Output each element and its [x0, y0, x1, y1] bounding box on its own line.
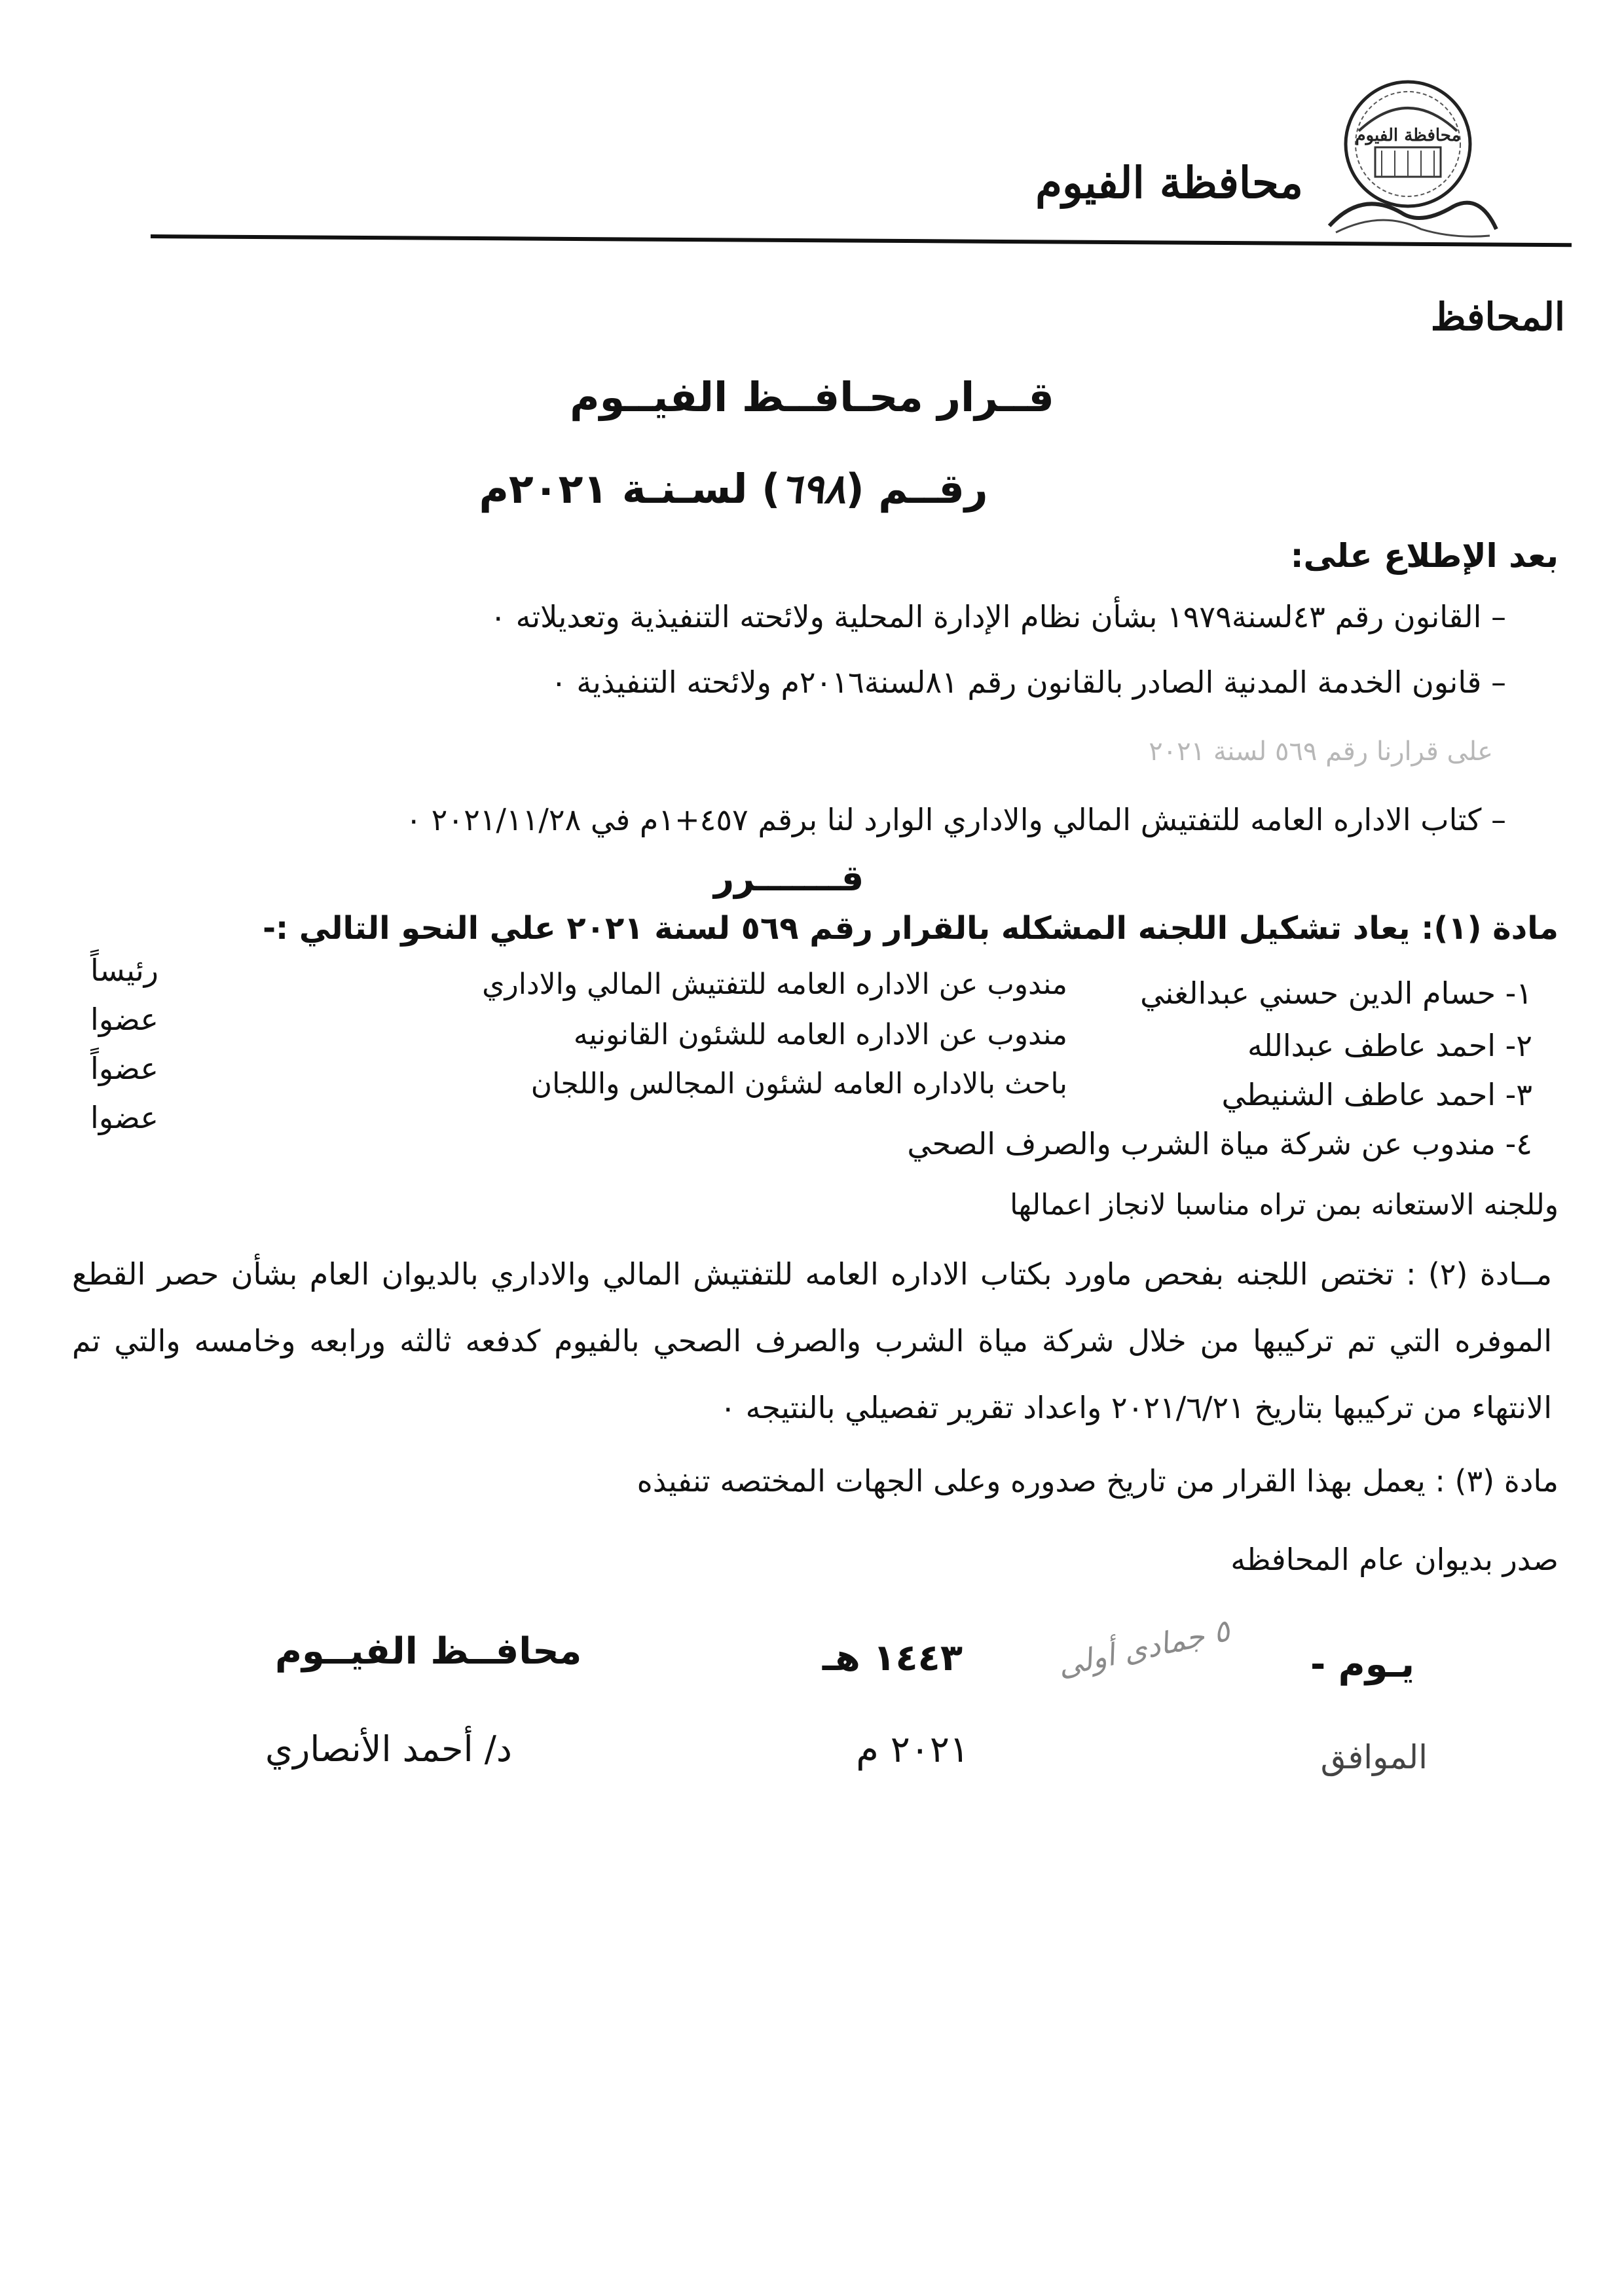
member-title: مندوب عن الاداره العامه للتفتيش المالي والاداري — [482, 968, 1067, 1001]
preamble-item: – القانون رقم ٤٣لسنة١٩٧٩ بشأن نظام الإدارة المحلية ولائحته التنفيذية وتعديلاته ٠ — [490, 599, 1506, 634]
committee-note: وللجنه الاستعانه بمن تراه مناسبا لانجاز اعمالها — [1010, 1188, 1559, 1222]
preamble-item: – كتاب الاداره العامه للتفتيش المالي والاداري الوارد لنا برقم ٤٥٧+١م في ٢٠٢١/١١/٢٨ ٠ — [405, 802, 1506, 837]
member-name: ٤- مندوب عن شركة مياة الشرب والصرف الصحي — [907, 1126, 1532, 1161]
article-1: مادة (١): يعاد تشكيل اللجنه المشكله بالقرار رقم ٥٦٩ لسنة ٢٠٢١ علي النحو التالي :- — [263, 910, 1559, 947]
governorate-logo — [1323, 72, 1500, 242]
logo-emblem-icon — [1323, 72, 1500, 242]
signature-name: د/ أحمد الأنصاري — [265, 1728, 512, 1770]
member-role: رئيساً — [90, 953, 158, 988]
hijri-year: ١٤٤٣ هـ — [822, 1637, 963, 1679]
decree-number-handwritten: ٦٩٨ — [780, 465, 846, 513]
preamble-heading: بعد الإطلاع على: — [1290, 537, 1559, 575]
member-title: مندوب عن الاداره العامه للشئون القانونيه — [573, 1018, 1067, 1051]
decree-title: قــرار محـافــظ الفيــوم — [570, 373, 1054, 421]
signature-title: محافــظ الفيــوم — [275, 1630, 582, 1673]
office-label: المحافظ — [1430, 295, 1565, 339]
member-name: ١- حسام الدين حسني عبدالغني — [1140, 975, 1532, 1011]
member-name: ٣- احمد عاطف الشنيطي — [1221, 1077, 1532, 1112]
member-role: عضواً — [90, 1051, 158, 1086]
preamble-item-faded: على قرارنا رقم ٥٦٩ لسنة ٢٠٢١ — [1149, 737, 1493, 767]
decree-number — [0, 465, 1545, 513]
governorate-name: محافظة الفيوم — [1035, 157, 1303, 208]
gregorian-year: ٢٠٢١ م — [856, 1728, 969, 1771]
hijri-date-handwritten: ٥ جمادى أولى — [1054, 1612, 1233, 1684]
article-2: مــادة (٢) : تختص اللجنه بفحص ماورد بكتاب الاداره العامه للتفتيش المالي والاداري بالديوان العام بشأن حصر القطع الموفره التي تم تركيبها من خلال شركة مياة الشرب والصرف الصحي بالفيوم كدفعه ثالثه ورابعه وخامسه والتي تم الانتهاء من تركيبها بتاريخ ٢٠٢١/٦/٢١ واعداد تقرير تفصيلي بالنتيجه ٠ — [72, 1256, 1553, 1425]
issued-at: صدر بديوان عام المحافظه — [1230, 1542, 1559, 1577]
member-name: ٢- احمد عاطف عبدالله — [1247, 1028, 1532, 1063]
member-title: باحث بالاداره العامه لشئون المجالس واللجان — [530, 1067, 1067, 1101]
svg-text:محافظة الفيوم: محافظة الفيوم — [1355, 126, 1461, 145]
article-3: مادة (٣) : يعمل بهذا القرار من تاريخ صدوره وعلى الجهات المختصه تنفيذه — [637, 1463, 1559, 1499]
day-label: يـوم - — [1310, 1643, 1414, 1686]
decision-word: قـــــــرر — [714, 858, 864, 899]
member-role: عضوا — [90, 1100, 158, 1135]
member-role: عضوا — [90, 1002, 158, 1037]
decree-number-prefix: رقــم ( — [845, 465, 988, 513]
decree-number-suffix: ) لسـنـة ٢٠٢١م — [479, 465, 781, 513]
corresponding-label: الموافق — [1320, 1738, 1428, 1776]
preamble-item: – قانون الخدمة المدنية الصادر بالقانون رقم ٨١لسنة٢٠١٦م ولائحته التنفيذية ٠ — [551, 665, 1506, 700]
